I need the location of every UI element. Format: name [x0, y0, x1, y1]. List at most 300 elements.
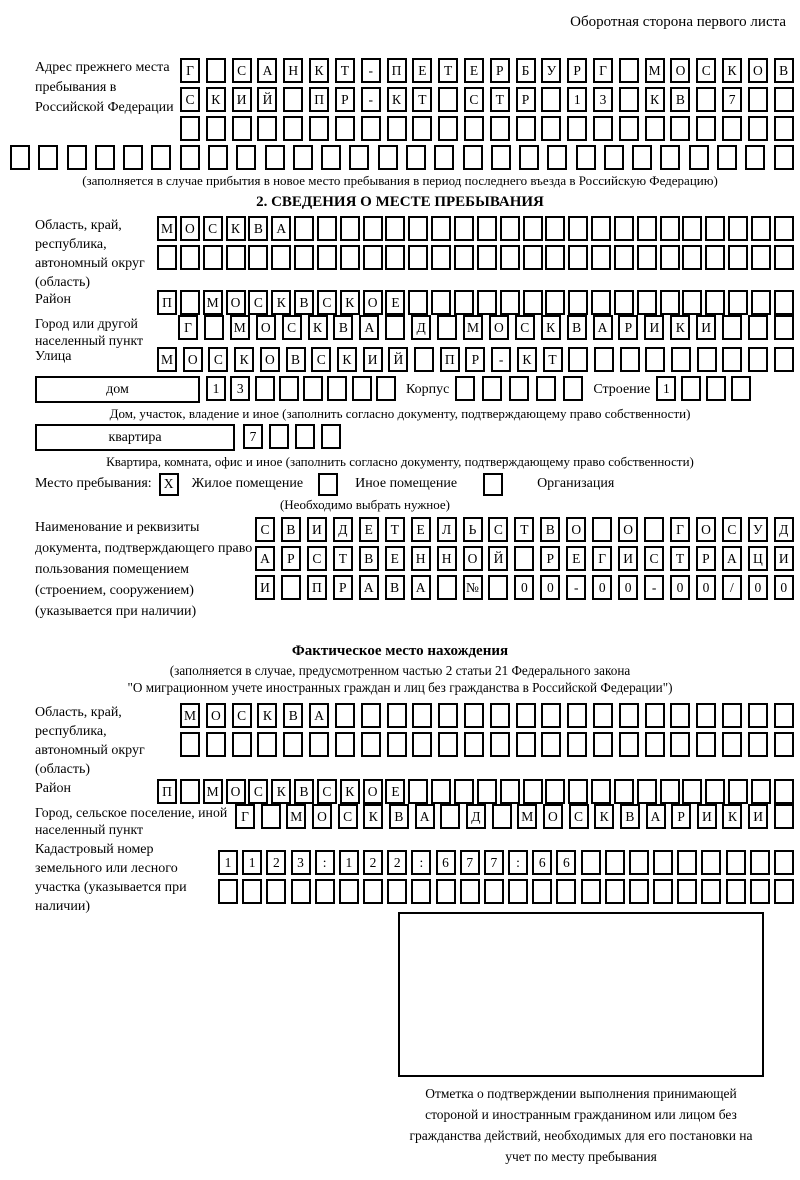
char-cell[interactable]	[726, 850, 746, 875]
char-cell[interactable]	[203, 245, 223, 270]
char-cell[interactable]	[619, 703, 639, 728]
char-cell[interactable]	[637, 779, 657, 804]
char-cell[interactable]	[653, 850, 673, 875]
char-cell[interactable]	[705, 779, 725, 804]
char-cell[interactable]	[266, 879, 286, 904]
char-cell[interactable]: №	[463, 575, 483, 600]
char-cell[interactable]: К	[722, 58, 742, 83]
char-cell[interactable]: :	[411, 850, 431, 875]
char-cell[interactable]: Й	[488, 546, 508, 571]
char-cell[interactable]	[271, 245, 291, 270]
char-cell[interactable]	[516, 703, 536, 728]
char-cell[interactable]: А	[722, 546, 742, 571]
char-cell[interactable]: Р	[465, 347, 485, 372]
char-cell[interactable]: О	[748, 58, 768, 83]
char-cell[interactable]: 7	[484, 850, 504, 875]
char-cell[interactable]	[637, 290, 657, 315]
char-cell[interactable]	[751, 216, 771, 241]
char-cell[interactable]: А	[646, 804, 666, 829]
char-cell[interactable]	[696, 116, 716, 141]
char-cell[interactable]	[484, 879, 504, 904]
char-cell[interactable]: Р	[567, 58, 587, 83]
char-cell[interactable]	[340, 216, 360, 241]
char-cell[interactable]	[460, 879, 480, 904]
char-cell[interactable]	[677, 850, 697, 875]
char-cell[interactable]	[726, 879, 746, 904]
char-cell[interactable]: В	[294, 290, 314, 315]
char-cell[interactable]	[438, 116, 458, 141]
char-cell[interactable]: Л	[437, 517, 457, 542]
char-cell[interactable]: Г	[670, 517, 690, 542]
char-cell[interactable]	[352, 376, 372, 401]
char-cell[interactable]	[437, 315, 457, 340]
char-cell[interactable]: 0	[670, 575, 690, 600]
char-cell[interactable]: О	[696, 517, 716, 542]
char-cell[interactable]	[689, 145, 709, 170]
char-cell[interactable]: К	[722, 804, 742, 829]
char-cell[interactable]	[490, 116, 510, 141]
char-cell[interactable]	[629, 879, 649, 904]
char-cell[interactable]: Г	[235, 804, 255, 829]
char-cell[interactable]: И	[618, 546, 638, 571]
char-cell[interactable]: Т	[543, 347, 563, 372]
char-cell[interactable]	[294, 245, 314, 270]
char-cell[interactable]	[431, 290, 451, 315]
char-cell[interactable]	[412, 732, 432, 757]
char-cell[interactable]: Е	[412, 58, 432, 83]
char-cell[interactable]	[293, 145, 313, 170]
char-cell[interactable]: Е	[385, 779, 405, 804]
char-cell[interactable]: С	[569, 804, 589, 829]
char-cell[interactable]	[406, 145, 426, 170]
char-cell[interactable]: Р	[335, 87, 355, 112]
char-cell[interactable]	[614, 245, 634, 270]
char-cell[interactable]	[242, 879, 262, 904]
char-cell[interactable]	[568, 245, 588, 270]
char-cell[interactable]: Е	[566, 546, 586, 571]
char-cell[interactable]: У	[541, 58, 561, 83]
char-cell[interactable]: 1	[339, 850, 359, 875]
char-cell[interactable]: В	[670, 87, 690, 112]
char-cell[interactable]: Т	[490, 87, 510, 112]
char-cell[interactable]: 1	[656, 376, 676, 401]
char-cell[interactable]: В	[385, 575, 405, 600]
char-cell[interactable]	[208, 145, 228, 170]
char-cell[interactable]	[412, 116, 432, 141]
char-cell[interactable]: С	[464, 87, 484, 112]
char-cell[interactable]	[309, 116, 329, 141]
char-cell[interactable]: О	[463, 546, 483, 571]
char-cell[interactable]	[327, 376, 347, 401]
char-cell[interactable]: А	[255, 546, 275, 571]
char-cell[interactable]	[670, 703, 690, 728]
char-cell[interactable]: О	[226, 290, 246, 315]
char-cell[interactable]	[283, 732, 303, 757]
char-cell[interactable]: М	[230, 315, 250, 340]
char-cell[interactable]: М	[463, 315, 483, 340]
char-cell[interactable]	[593, 116, 613, 141]
char-cell[interactable]	[490, 732, 510, 757]
char-cell[interactable]	[464, 116, 484, 141]
char-cell[interactable]	[431, 245, 451, 270]
char-cell[interactable]	[477, 245, 497, 270]
char-cell[interactable]	[682, 216, 702, 241]
char-cell[interactable]: С	[248, 779, 268, 804]
char-cell[interactable]	[385, 245, 405, 270]
char-cell[interactable]	[454, 290, 474, 315]
char-cell[interactable]: В	[359, 546, 379, 571]
char-cell[interactable]	[645, 347, 665, 372]
char-cell[interactable]: К	[340, 290, 360, 315]
char-cell[interactable]	[660, 216, 680, 241]
char-cell[interactable]	[509, 376, 529, 401]
char-cell[interactable]	[516, 116, 536, 141]
char-cell[interactable]: М	[203, 290, 223, 315]
char-cell[interactable]	[514, 546, 534, 571]
char-cell[interactable]	[745, 145, 765, 170]
char-cell[interactable]	[728, 245, 748, 270]
char-cell[interactable]	[751, 245, 771, 270]
char-cell[interactable]: О	[180, 216, 200, 241]
char-cell[interactable]	[774, 87, 794, 112]
char-cell[interactable]: С	[255, 517, 275, 542]
char-cell[interactable]: К	[670, 315, 690, 340]
char-cell[interactable]	[206, 116, 226, 141]
char-cell[interactable]	[248, 245, 268, 270]
char-cell[interactable]	[339, 879, 359, 904]
char-cell[interactable]	[321, 145, 341, 170]
char-cell[interactable]	[523, 245, 543, 270]
char-cell[interactable]	[629, 850, 649, 875]
char-cell[interactable]: И	[697, 804, 717, 829]
char-cell[interactable]: 0	[696, 575, 716, 600]
char-cell[interactable]	[454, 779, 474, 804]
char-cell[interactable]	[748, 116, 768, 141]
char-cell[interactable]: О	[618, 517, 638, 542]
char-cell[interactable]: Е	[385, 290, 405, 315]
char-cell[interactable]	[748, 315, 768, 340]
stay-type-checkbox-other-premises[interactable]	[318, 473, 338, 496]
char-cell[interactable]: 6	[436, 850, 456, 875]
char-cell[interactable]: В	[248, 216, 268, 241]
char-cell[interactable]	[376, 376, 396, 401]
char-cell[interactable]: И	[696, 315, 716, 340]
char-cell[interactable]	[556, 879, 576, 904]
char-cell[interactable]: Т	[412, 87, 432, 112]
char-cell[interactable]	[541, 87, 561, 112]
char-cell[interactable]	[728, 216, 748, 241]
char-cell[interactable]	[592, 517, 612, 542]
char-cell[interactable]: -	[361, 58, 381, 83]
char-cell[interactable]	[519, 145, 539, 170]
char-cell[interactable]: В	[283, 703, 303, 728]
char-cell[interactable]: С	[180, 87, 200, 112]
char-cell[interactable]	[455, 376, 475, 401]
char-cell[interactable]	[670, 732, 690, 757]
char-cell[interactable]	[438, 87, 458, 112]
char-cell[interactable]: -	[566, 575, 586, 600]
char-cell[interactable]	[696, 703, 716, 728]
char-cell[interactable]: :	[508, 850, 528, 875]
char-cell[interactable]: В	[567, 315, 587, 340]
char-cell[interactable]	[431, 779, 451, 804]
char-cell[interactable]	[774, 779, 794, 804]
char-cell[interactable]: В	[286, 347, 306, 372]
char-cell[interactable]: 2	[363, 850, 383, 875]
char-cell[interactable]	[696, 87, 716, 112]
char-cell[interactable]: /	[722, 575, 742, 600]
char-cell[interactable]	[387, 116, 407, 141]
char-cell[interactable]: Ь	[463, 517, 483, 542]
char-cell[interactable]	[361, 732, 381, 757]
char-cell[interactable]	[500, 216, 520, 241]
char-cell[interactable]	[261, 804, 281, 829]
char-cell[interactable]	[594, 347, 614, 372]
char-cell[interactable]: Ц	[748, 546, 768, 571]
char-cell[interactable]: 3	[593, 87, 613, 112]
char-cell[interactable]	[593, 732, 613, 757]
char-cell[interactable]: М	[517, 804, 537, 829]
char-cell[interactable]: Н	[283, 58, 303, 83]
char-cell[interactable]	[10, 145, 30, 170]
char-cell[interactable]: М	[157, 347, 177, 372]
char-cell[interactable]: К	[541, 315, 561, 340]
char-cell[interactable]	[751, 290, 771, 315]
char-cell[interactable]	[490, 703, 510, 728]
char-cell[interactable]: Г	[593, 58, 613, 83]
char-cell[interactable]	[438, 703, 458, 728]
char-cell[interactable]: П	[309, 87, 329, 112]
char-cell[interactable]	[774, 145, 794, 170]
char-cell[interactable]	[482, 376, 502, 401]
char-cell[interactable]	[414, 347, 434, 372]
char-cell[interactable]: А	[309, 703, 329, 728]
char-cell[interactable]: Е	[464, 58, 484, 83]
char-cell[interactable]: К	[645, 87, 665, 112]
char-cell[interactable]: Д	[774, 517, 794, 542]
char-cell[interactable]	[257, 116, 277, 141]
char-cell[interactable]	[774, 315, 794, 340]
char-cell[interactable]	[440, 804, 460, 829]
char-cell[interactable]: К	[337, 347, 357, 372]
char-cell[interactable]	[701, 850, 721, 875]
char-cell[interactable]: С	[722, 517, 742, 542]
char-cell[interactable]: О	[489, 315, 509, 340]
char-cell[interactable]	[279, 376, 299, 401]
char-cell[interactable]: 2	[387, 850, 407, 875]
char-cell[interactable]: -	[644, 575, 664, 600]
char-cell[interactable]: О	[566, 517, 586, 542]
char-cell[interactable]	[722, 732, 742, 757]
char-cell[interactable]	[236, 145, 256, 170]
char-cell[interactable]	[614, 290, 634, 315]
char-cell[interactable]	[463, 145, 483, 170]
char-cell[interactable]	[180, 732, 200, 757]
char-cell[interactable]	[722, 703, 742, 728]
char-cell[interactable]	[660, 245, 680, 270]
char-cell[interactable]: И	[774, 546, 794, 571]
char-cell[interactable]: С	[307, 546, 327, 571]
char-cell[interactable]	[660, 290, 680, 315]
char-cell[interactable]	[722, 116, 742, 141]
char-cell[interactable]: В	[540, 517, 560, 542]
char-cell[interactable]	[204, 315, 224, 340]
char-cell[interactable]	[677, 879, 697, 904]
char-cell[interactable]	[614, 216, 634, 241]
char-cell[interactable]	[180, 145, 200, 170]
char-cell[interactable]: П	[307, 575, 327, 600]
char-cell[interactable]	[567, 703, 587, 728]
char-cell[interactable]	[541, 703, 561, 728]
char-cell[interactable]: 1	[206, 376, 226, 401]
char-cell[interactable]: К	[387, 87, 407, 112]
char-cell[interactable]: К	[340, 779, 360, 804]
char-cell[interactable]	[604, 145, 624, 170]
char-cell[interactable]	[637, 216, 657, 241]
char-cell[interactable]: О	[363, 779, 383, 804]
char-cell[interactable]	[545, 216, 565, 241]
char-cell[interactable]: Д	[411, 315, 431, 340]
char-cell[interactable]	[750, 879, 770, 904]
char-cell[interactable]: К	[206, 87, 226, 112]
char-cell[interactable]: Р	[281, 546, 301, 571]
char-cell[interactable]	[605, 879, 625, 904]
char-cell[interactable]: В	[774, 58, 794, 83]
char-cell[interactable]	[748, 732, 768, 757]
char-cell[interactable]	[412, 703, 432, 728]
char-cell[interactable]: Р	[671, 804, 691, 829]
char-cell[interactable]	[438, 732, 458, 757]
char-cell[interactable]: 0	[774, 575, 794, 600]
char-cell[interactable]	[637, 245, 657, 270]
char-cell[interactable]: С	[515, 315, 535, 340]
char-cell[interactable]: Р	[540, 546, 560, 571]
char-cell[interactable]	[180, 116, 200, 141]
char-cell[interactable]: К	[257, 703, 277, 728]
char-cell[interactable]: :	[315, 850, 335, 875]
char-cell[interactable]	[385, 216, 405, 241]
char-cell[interactable]	[269, 424, 289, 449]
char-cell[interactable]	[226, 245, 246, 270]
char-cell[interactable]: А	[257, 58, 277, 83]
char-cell[interactable]	[385, 315, 405, 340]
char-cell[interactable]: А	[411, 575, 431, 600]
char-cell[interactable]: Р	[618, 315, 638, 340]
stay-type-checkbox-residential[interactable]: X	[159, 473, 179, 496]
char-cell[interactable]	[620, 347, 640, 372]
char-cell[interactable]	[411, 879, 431, 904]
char-cell[interactable]: К	[271, 290, 291, 315]
char-cell[interactable]: А	[359, 315, 379, 340]
char-cell[interactable]: С	[232, 58, 252, 83]
char-cell[interactable]: К	[309, 58, 329, 83]
char-cell[interactable]: Г	[592, 546, 612, 571]
char-cell[interactable]	[696, 732, 716, 757]
char-cell[interactable]: О	[543, 804, 563, 829]
char-cell[interactable]: И	[255, 575, 275, 600]
char-cell[interactable]	[568, 216, 588, 241]
char-cell[interactable]	[593, 703, 613, 728]
char-cell[interactable]	[670, 116, 690, 141]
char-cell[interactable]	[774, 879, 794, 904]
char-cell[interactable]	[545, 779, 565, 804]
char-cell[interactable]	[591, 779, 611, 804]
char-cell[interactable]	[774, 347, 794, 372]
char-cell[interactable]	[576, 145, 596, 170]
char-cell[interactable]: И	[644, 315, 664, 340]
apartment-type-box[interactable]: квартира	[35, 424, 235, 451]
char-cell[interactable]	[748, 347, 768, 372]
char-cell[interactable]	[645, 703, 665, 728]
char-cell[interactable]	[748, 703, 768, 728]
char-cell[interactable]: О	[260, 347, 280, 372]
char-cell[interactable]: Н	[411, 546, 431, 571]
char-cell[interactable]	[283, 87, 303, 112]
char-cell[interactable]: Д	[333, 517, 353, 542]
char-cell[interactable]	[408, 216, 428, 241]
char-cell[interactable]: В	[620, 804, 640, 829]
char-cell[interactable]	[38, 145, 58, 170]
char-cell[interactable]	[349, 145, 369, 170]
char-cell[interactable]: 6	[556, 850, 576, 875]
char-cell[interactable]: П	[440, 347, 460, 372]
char-cell[interactable]	[335, 116, 355, 141]
char-cell[interactable]	[523, 216, 543, 241]
char-cell[interactable]: С	[232, 703, 252, 728]
char-cell[interactable]: К	[594, 804, 614, 829]
char-cell[interactable]	[523, 290, 543, 315]
char-cell[interactable]	[705, 245, 725, 270]
char-cell[interactable]: Т	[438, 58, 458, 83]
char-cell[interactable]	[477, 779, 497, 804]
char-cell[interactable]	[722, 315, 742, 340]
char-cell[interactable]: М	[286, 804, 306, 829]
char-cell[interactable]	[454, 216, 474, 241]
char-cell[interactable]	[206, 732, 226, 757]
char-cell[interactable]	[660, 779, 680, 804]
char-cell[interactable]	[151, 145, 171, 170]
char-cell[interactable]	[340, 245, 360, 270]
char-cell[interactable]: Й	[257, 87, 277, 112]
char-cell[interactable]: А	[415, 804, 435, 829]
char-cell[interactable]	[701, 879, 721, 904]
char-cell[interactable]	[774, 290, 794, 315]
char-cell[interactable]: О	[206, 703, 226, 728]
char-cell[interactable]: О	[183, 347, 203, 372]
char-cell[interactable]	[568, 779, 588, 804]
char-cell[interactable]	[516, 732, 536, 757]
char-cell[interactable]	[717, 145, 737, 170]
char-cell[interactable]	[321, 424, 341, 449]
char-cell[interactable]	[67, 145, 87, 170]
char-cell[interactable]	[464, 732, 484, 757]
char-cell[interactable]	[206, 58, 226, 83]
char-cell[interactable]: О	[312, 804, 332, 829]
char-cell[interactable]	[180, 245, 200, 270]
char-cell[interactable]: П	[157, 290, 177, 315]
char-cell[interactable]	[477, 290, 497, 315]
char-cell[interactable]	[378, 145, 398, 170]
char-cell[interactable]	[257, 732, 277, 757]
char-cell[interactable]: М	[203, 779, 223, 804]
char-cell[interactable]: П	[387, 58, 407, 83]
char-cell[interactable]	[500, 245, 520, 270]
char-cell[interactable]: А	[271, 216, 291, 241]
char-cell[interactable]: О	[363, 290, 383, 315]
char-cell[interactable]	[591, 290, 611, 315]
char-cell[interactable]	[563, 376, 583, 401]
char-cell[interactable]	[363, 216, 383, 241]
